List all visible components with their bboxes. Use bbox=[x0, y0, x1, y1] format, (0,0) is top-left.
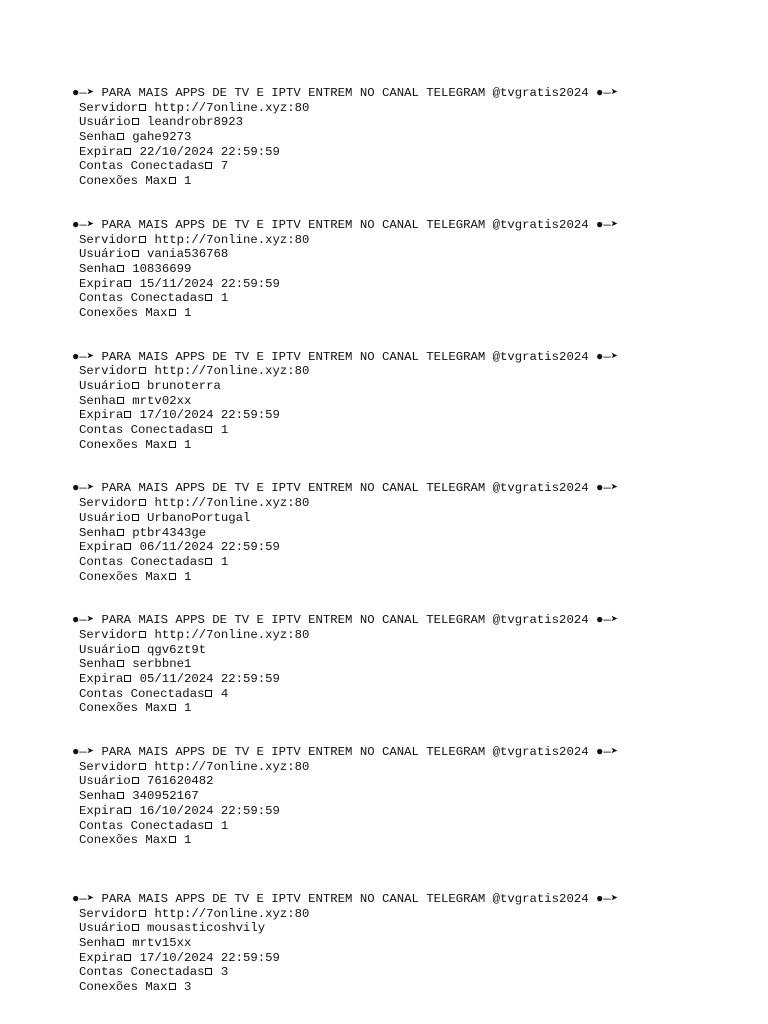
expira-value: 06/11/2024 22:59:59 bbox=[139, 540, 280, 555]
servidor-value: http://7online.xyz:80 bbox=[154, 232, 310, 247]
expira-line bbox=[72, 408, 752, 423]
separator-box-icon bbox=[124, 807, 131, 814]
conexoes-line bbox=[72, 570, 752, 585]
senha-line bbox=[72, 394, 752, 409]
separator-box-icon bbox=[132, 382, 139, 389]
servidor-label: Servidor bbox=[79, 906, 139, 921]
usuario-label: Usuário bbox=[79, 379, 131, 393]
servidor-label: Servidor bbox=[79, 496, 139, 511]
senha-line bbox=[72, 657, 752, 672]
expira-label: Expira bbox=[79, 144, 124, 159]
senha-line bbox=[72, 789, 752, 804]
conexoes-label: Conexões Max bbox=[79, 174, 168, 189]
servidor-line bbox=[72, 364, 752, 379]
conexoes-line bbox=[72, 980, 752, 995]
separator-box-icon bbox=[117, 939, 124, 946]
account-block bbox=[72, 892, 752, 995]
conexoes-label: Conexões Max bbox=[79, 437, 168, 452]
servidor-value: http://7online.xyz:80 bbox=[154, 100, 310, 115]
separator-box-icon bbox=[139, 236, 146, 243]
senha-label: Senha bbox=[79, 130, 116, 145]
contas-value: 1 bbox=[220, 423, 229, 438]
contas-value: 1 bbox=[220, 818, 229, 833]
separator-box-icon bbox=[132, 514, 139, 521]
separator-box-icon bbox=[124, 411, 131, 418]
separator-box-icon bbox=[117, 660, 124, 667]
usuario-label: Usuário bbox=[79, 921, 131, 936]
senha-line bbox=[72, 130, 752, 145]
telegram-header: ●—➤ PARA MAIS APPS DE TV E IPTV ENTREM NO CANAL TELEGRAM @tvgratis2024 ●—➤ bbox=[72, 217, 619, 232]
expira-label: Expira bbox=[79, 672, 124, 686]
conexoes-value: 1 bbox=[183, 437, 192, 452]
expira-label: Expira bbox=[79, 803, 124, 818]
contas-line bbox=[72, 423, 752, 438]
account-block bbox=[72, 350, 752, 453]
expira-line bbox=[72, 145, 752, 160]
senha-value: mrtv02xx bbox=[132, 393, 192, 408]
usuario-line bbox=[72, 511, 752, 526]
senha-label: Senha bbox=[79, 789, 116, 804]
conexoes-line bbox=[72, 174, 752, 189]
separator-box-icon bbox=[205, 294, 212, 301]
separator-box-icon bbox=[132, 777, 139, 784]
expira-line bbox=[72, 672, 752, 687]
separator-box-icon bbox=[205, 558, 212, 565]
senha-value: 340952167 bbox=[132, 789, 199, 804]
telegram-header: ●—➤ PARA MAIS APPS DE TV E IPTV ENTREM NO CANAL TELEGRAM @tvgratis2024 ●—➤ bbox=[72, 349, 619, 364]
conexoes-value: 1 bbox=[183, 569, 192, 584]
separator-box-icon bbox=[139, 631, 146, 638]
contas-label: Contas Conectadas bbox=[79, 818, 205, 833]
usuario-value: UrbanoPortugal bbox=[147, 510, 251, 525]
separator-box-icon bbox=[205, 426, 212, 433]
contas-label: Contas Conectadas bbox=[79, 423, 205, 438]
contas-line bbox=[72, 159, 752, 174]
senha-label: Senha bbox=[79, 261, 116, 276]
senha-value: 10836699 bbox=[132, 261, 192, 276]
account-block bbox=[72, 218, 752, 321]
contas-value: 4 bbox=[220, 686, 229, 701]
separator-box-icon bbox=[205, 822, 212, 829]
usuario-value: leandrobr8923 bbox=[147, 115, 243, 130]
servidor-value: http://7online.xyz:80 bbox=[154, 627, 310, 642]
usuario-line bbox=[72, 379, 752, 394]
separator-box-icon bbox=[205, 968, 212, 975]
usuario-value: vania536768 bbox=[147, 247, 229, 262]
separator-box-icon bbox=[132, 924, 139, 931]
expira-line bbox=[72, 277, 752, 292]
usuario-line bbox=[72, 921, 752, 936]
usuario-value: mousasticoshvily bbox=[147, 921, 266, 936]
telegram-header: ●—➤ PARA MAIS APPS DE TV E IPTV ENTREM NO CANAL TELEGRAM @tvgratis2024 ●—➤ bbox=[72, 86, 619, 100]
senha-label: Senha bbox=[79, 935, 116, 950]
expira-line bbox=[72, 804, 752, 819]
senha-label: Senha bbox=[79, 393, 116, 408]
senha-value: gahe9273 bbox=[132, 130, 192, 145]
senha-label: Senha bbox=[79, 657, 116, 672]
usuario-label: Usuário bbox=[79, 510, 131, 525]
servidor-label: Servidor bbox=[79, 232, 139, 247]
servidor-value: http://7online.xyz:80 bbox=[154, 364, 310, 379]
conexoes-value: 1 bbox=[183, 701, 192, 716]
conexoes-value: 1 bbox=[183, 174, 192, 189]
contas-label: Contas Conectadas bbox=[79, 554, 205, 569]
usuario-label: Usuário bbox=[79, 115, 131, 130]
expira-label: Expira bbox=[79, 408, 124, 423]
usuario-value: qgv6zt9t bbox=[147, 642, 207, 657]
separator-box-icon bbox=[169, 309, 176, 316]
document-page bbox=[72, 86, 752, 1024]
expira-label: Expira bbox=[79, 276, 124, 291]
contas-line bbox=[72, 291, 752, 306]
usuario-line bbox=[72, 115, 752, 130]
servidor-line bbox=[72, 760, 752, 775]
separator-box-icon bbox=[124, 148, 131, 155]
separator-box-icon bbox=[139, 367, 146, 374]
separator-box-icon bbox=[169, 836, 176, 843]
servidor-label: Servidor bbox=[79, 100, 139, 115]
contas-line bbox=[72, 819, 752, 834]
contas-line bbox=[72, 687, 752, 702]
servidor-line bbox=[72, 496, 752, 511]
senha-value: ptbr4343ge bbox=[132, 525, 207, 540]
account-block bbox=[72, 613, 752, 716]
contas-line bbox=[72, 965, 752, 980]
conexoes-value: 1 bbox=[183, 305, 192, 320]
account-block bbox=[72, 745, 752, 848]
separator-box-icon bbox=[124, 954, 131, 961]
separator-box-icon bbox=[117, 265, 124, 272]
servidor-value: http://7online.xyz:80 bbox=[154, 906, 310, 921]
separator-box-icon bbox=[132, 118, 139, 125]
servidor-label: Servidor bbox=[79, 759, 139, 774]
contas-label: Contas Conectadas bbox=[79, 965, 205, 980]
conexoes-line bbox=[72, 833, 752, 848]
contas-label: Contas Conectadas bbox=[79, 159, 205, 174]
contas-value: 1 bbox=[220, 554, 229, 569]
senha-label: Senha bbox=[79, 525, 116, 540]
conexoes-value: 1 bbox=[183, 833, 192, 848]
usuario-label: Usuário bbox=[79, 774, 131, 789]
conexoes-label: Conexões Max bbox=[79, 833, 168, 848]
conexoes-label: Conexões Max bbox=[79, 980, 168, 994]
senha-value: mrtv15xx bbox=[132, 935, 192, 950]
separator-box-icon bbox=[117, 397, 124, 404]
usuario-value: brunoterra bbox=[147, 379, 221, 393]
conexoes-line bbox=[72, 438, 752, 453]
telegram-header: ●—➤ PARA MAIS APPS DE TV E IPTV ENTREM NO CANAL TELEGRAM @tvgratis2024 ●—➤ bbox=[72, 891, 619, 906]
expira-value: 22/10/2024 22:59:59 bbox=[139, 144, 280, 159]
separator-box-icon bbox=[139, 910, 146, 917]
contas-label: Contas Conectadas bbox=[79, 291, 205, 306]
account-block bbox=[72, 481, 752, 584]
telegram-header: ●—➤ PARA MAIS APPS DE TV E IPTV ENTREM NO CANAL TELEGRAM @tvgratis2024 ●—➤ bbox=[72, 613, 619, 628]
expira-label: Expira bbox=[79, 950, 124, 965]
separator-box-icon bbox=[124, 543, 131, 550]
contas-line bbox=[72, 555, 752, 570]
separator-box-icon bbox=[169, 704, 176, 711]
conexoes-label: Conexões Max bbox=[79, 305, 168, 320]
separator-box-icon bbox=[169, 573, 176, 580]
senha-line bbox=[72, 936, 752, 951]
usuario-line bbox=[72, 643, 752, 658]
separator-box-icon bbox=[169, 177, 176, 184]
separator-box-icon bbox=[139, 499, 146, 506]
usuario-line bbox=[72, 774, 752, 789]
servidor-line bbox=[72, 628, 752, 643]
servidor-line bbox=[72, 101, 752, 116]
separator-box-icon bbox=[205, 690, 212, 697]
separator-box-icon bbox=[132, 646, 139, 653]
servidor-label: Servidor bbox=[79, 364, 139, 379]
conexoes-line bbox=[72, 306, 752, 321]
expira-value: 17/10/2024 22:59:59 bbox=[139, 408, 280, 423]
separator-box-icon bbox=[124, 280, 131, 287]
servidor-line bbox=[72, 233, 752, 248]
separator-box-icon bbox=[205, 162, 212, 169]
telegram-header: ●—➤ PARA MAIS APPS DE TV E IPTV ENTREM NO CANAL TELEGRAM @tvgratis2024 ●—➤ bbox=[72, 481, 619, 496]
servidor-value: http://7online.xyz:80 bbox=[154, 759, 310, 774]
servidor-line bbox=[72, 907, 752, 922]
contas-value: 3 bbox=[220, 965, 229, 980]
contas-value: 7 bbox=[220, 159, 229, 174]
usuario-value: 761620482 bbox=[147, 774, 214, 789]
expira-value: 15/11/2024 22:59:59 bbox=[139, 276, 280, 291]
conexoes-label: Conexões Max bbox=[79, 569, 168, 584]
account-block bbox=[72, 86, 752, 189]
usuario-label: Usuário bbox=[79, 642, 131, 657]
expira-value: 17/10/2024 22:59:59 bbox=[139, 950, 280, 965]
expira-line bbox=[72, 951, 752, 966]
servidor-label: Servidor bbox=[79, 627, 139, 642]
separator-box-icon bbox=[132, 250, 139, 257]
separator-box-icon bbox=[117, 133, 124, 140]
senha-line bbox=[72, 262, 752, 277]
senha-line bbox=[72, 526, 752, 541]
separator-box-icon bbox=[139, 104, 146, 111]
separator-box-icon bbox=[117, 792, 124, 799]
conexoes-label: Conexões Max bbox=[79, 701, 168, 716]
separator-box-icon bbox=[124, 675, 131, 682]
separator-box-icon bbox=[139, 763, 146, 770]
separator-box-icon bbox=[169, 983, 176, 990]
senha-value: serbbne1 bbox=[132, 657, 192, 672]
usuario-line bbox=[72, 247, 752, 262]
telegram-header: ●—➤ PARA MAIS APPS DE TV E IPTV ENTREM NO CANAL TELEGRAM @tvgratis2024 ●—➤ bbox=[72, 745, 619, 760]
expira-value: 05/11/2024 22:59:59 bbox=[139, 672, 280, 686]
expira-label: Expira bbox=[79, 540, 124, 555]
conexoes-line bbox=[72, 701, 752, 716]
expira-value: 16/10/2024 22:59:59 bbox=[139, 803, 280, 818]
expira-line bbox=[72, 540, 752, 555]
separator-box-icon bbox=[117, 529, 124, 536]
contas-label: Contas Conectadas bbox=[79, 686, 205, 701]
contas-value: 1 bbox=[220, 291, 229, 306]
servidor-value: http://7online.xyz:80 bbox=[154, 496, 310, 511]
conexoes-value: 3 bbox=[183, 980, 192, 994]
separator-box-icon bbox=[169, 441, 176, 448]
usuario-label: Usuário bbox=[79, 247, 131, 262]
